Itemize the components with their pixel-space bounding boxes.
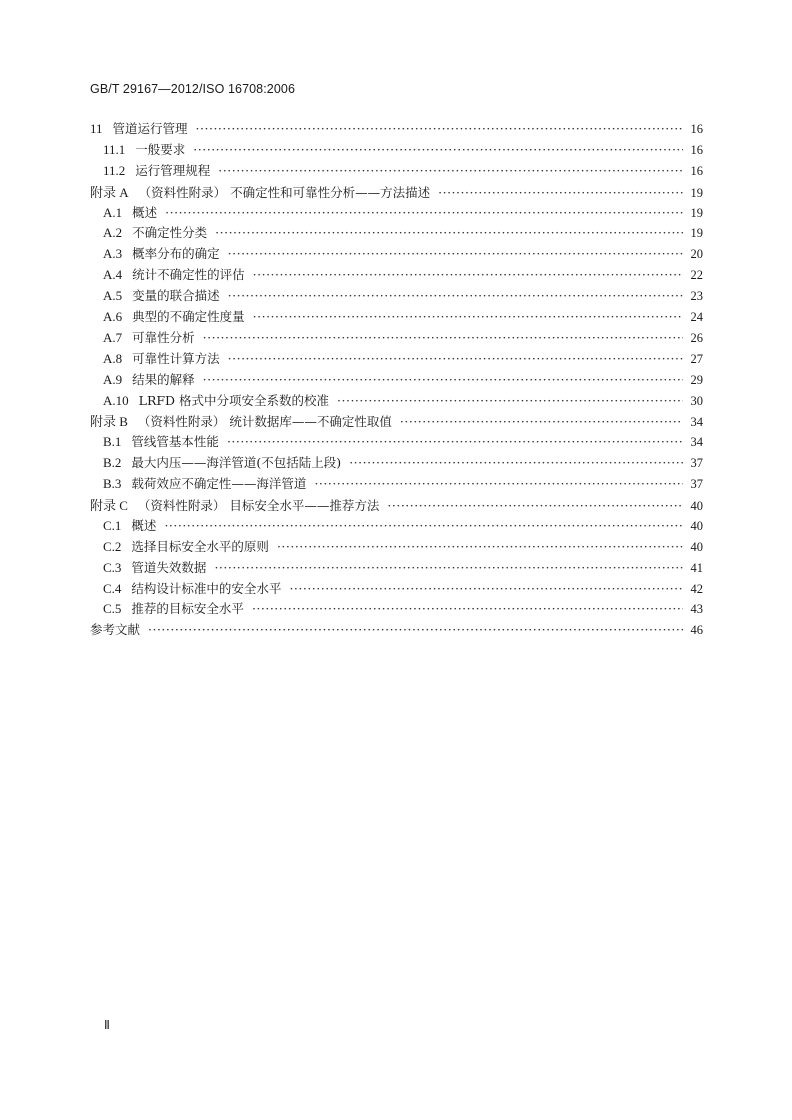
table-of-contents (90, 119, 703, 641)
toc-entry-page: 19 (690, 226, 703, 241)
toc-leader-dots (349, 455, 683, 470)
toc-entry-title: （资料性附录） 目标安全水平——推荐方法 (137, 498, 380, 514)
toc-entry[interactable] (90, 349, 703, 370)
toc-leader-dots (215, 225, 683, 240)
toc-entry-number: A.1 (103, 204, 123, 220)
toc-entry-number: B.1 (103, 434, 122, 450)
toc-leader-dots (148, 622, 683, 637)
toc-entry-number: 11.2 (103, 162, 126, 178)
toc-entry-page: 43 (690, 602, 703, 617)
toc-entry-number: C.5 (103, 601, 122, 617)
toc-entry[interactable] (90, 370, 703, 391)
toc-entry-number: C.2 (103, 538, 122, 554)
toc-entry-number: B.3 (103, 476, 122, 492)
toc-entry-number: A.2 (103, 225, 123, 241)
toc-entry-page: 16 (690, 163, 703, 178)
toc-entry-title: 运行管理规程 (135, 162, 211, 178)
toc-leader-dots (400, 414, 683, 429)
toc-entry-title: 可靠性分析 (132, 329, 195, 345)
toc-entry-number: 11.1 (103, 141, 126, 157)
toc-entry-page: 40 (690, 539, 703, 554)
toc-leader-dots (253, 267, 683, 282)
toc-leader-dots (289, 581, 683, 596)
toc-leader-dots (218, 163, 683, 178)
toc-entry-page: 16 (690, 122, 703, 136)
toc-leader-dots (253, 309, 683, 324)
toc-entry-title: 统计不确定性的评估 (132, 267, 245, 283)
toc-entry[interactable] (90, 558, 703, 579)
toc-entry-title: 概率分布的确定 (132, 246, 220, 262)
toc-entry[interactable] (90, 203, 703, 224)
toc-entry-title: 管道失效数据 (131, 559, 207, 575)
toc-entry-title: 概述 (131, 517, 157, 533)
toc-entry[interactable] (90, 391, 703, 412)
toc-entry-page: 26 (690, 330, 703, 345)
toc-entry-number: C.3 (103, 559, 122, 575)
toc-leader-dots (228, 351, 683, 366)
toc-entry-title: 变量的联合描述 (132, 288, 220, 304)
toc-entry-number: A.5 (103, 288, 123, 304)
toc-leader-dots (214, 560, 683, 575)
toc-entry-number: C.1 (103, 517, 122, 533)
toc-entry-title: 最大内压——海洋管道(不包括陆上段) (131, 455, 342, 471)
toc-entry[interactable] (90, 140, 703, 161)
toc-entry-page: 19 (690, 185, 703, 200)
toc-entry-page: 20 (690, 247, 703, 262)
toc-leader-dots (228, 246, 683, 261)
toc-entry-title: 不确定性分类 (132, 225, 208, 241)
toc-leader-dots (438, 185, 683, 200)
toc-entry-number: A.9 (103, 371, 123, 387)
toc-leader-dots (196, 121, 683, 136)
toc-entry-title: （资料性附录） 统计数据库——不确定性取值 (137, 414, 392, 430)
toc-entry-page: 37 (690, 477, 703, 492)
toc-entry-title: 推荐的目标安全水平 (131, 601, 244, 617)
toc-entry[interactable] (90, 495, 703, 516)
toc-entry-number: B.2 (103, 455, 122, 471)
toc-entry[interactable] (90, 432, 703, 453)
toc-entry[interactable] (90, 328, 703, 349)
toc-entry-page: 34 (690, 415, 703, 430)
standard-header: GB/T 29167—2012/ISO 16708:2006 (90, 82, 296, 96)
toc-entry-title: 管道运行管理 (112, 121, 188, 136)
toc-entry-number: 附录 C (90, 498, 128, 514)
toc-entry-title: LRFD 格式中分项安全系数的校准 (138, 392, 330, 408)
toc-leader-dots (337, 393, 683, 408)
toc-leader-dots (252, 601, 683, 616)
toc-entry[interactable] (90, 244, 703, 265)
toc-entry-page: 29 (690, 372, 703, 387)
toc-entry-page: 30 (690, 393, 703, 408)
toc-entry[interactable] (90, 620, 703, 641)
toc-entry-page: 42 (690, 581, 703, 596)
toc-entry-page: 27 (690, 351, 703, 366)
toc-entry[interactable] (90, 474, 703, 495)
toc-entry-title: 参考文献 (90, 622, 141, 638)
toc-leader-dots (228, 288, 683, 303)
toc-entry-page: 40 (690, 518, 703, 533)
toc-entry-page: 23 (690, 289, 703, 304)
toc-entry-title: 一般要求 (135, 141, 186, 157)
toc-entry[interactable] (90, 307, 703, 328)
toc-leader-dots (277, 539, 683, 554)
toc-entry-number: A.6 (103, 309, 123, 325)
toc-entry-title: 管线管基本性能 (131, 434, 219, 450)
toc-entry[interactable] (90, 411, 703, 432)
toc-entry-title: 典型的不确定性度量 (132, 309, 245, 325)
toc-entry[interactable] (90, 599, 703, 620)
toc-entry[interactable] (90, 516, 703, 537)
toc-entry[interactable] (90, 579, 703, 600)
toc-entry-title: 载荷效应不确定性——海洋管道 (131, 476, 307, 492)
toc-entry-number: A.3 (103, 246, 123, 262)
toc-entry-page: 37 (690, 456, 703, 471)
toc-entry-title: （资料性附录） 不确定性和可靠性分析——方法描述 (138, 184, 431, 200)
toc-entry-number: 附录 A (90, 184, 129, 200)
toc-leader-dots (227, 434, 683, 449)
toc-entry-page: 34 (690, 435, 703, 450)
toc-leader-dots (164, 518, 683, 533)
toc-leader-dots (203, 330, 683, 345)
toc-leader-dots (314, 476, 683, 491)
toc-entry[interactable] (90, 119, 703, 140)
toc-entry-title: 结构设计标准中的安全水平 (131, 580, 282, 596)
toc-entry[interactable] (90, 265, 703, 286)
toc-entry-number: A.10 (103, 392, 129, 408)
toc-entry-title: 概述 (132, 204, 158, 220)
toc-entry-number: A.4 (103, 267, 123, 283)
toc-entry-title: 结果的解释 (132, 371, 195, 387)
page-number: Ⅱ (104, 1018, 110, 1032)
toc-entry-number: C.4 (103, 580, 122, 596)
toc-entry-page: 40 (690, 499, 703, 514)
toc-entry[interactable] (90, 286, 703, 307)
toc-entry-page: 19 (690, 205, 703, 220)
toc-leader-dots (387, 498, 683, 513)
toc-entry[interactable] (90, 537, 703, 558)
toc-entry-page: 24 (690, 310, 703, 325)
toc-entry-page: 46 (690, 623, 703, 638)
toc-leader-dots (203, 372, 683, 387)
toc-entry-number: 附录 B (90, 414, 128, 430)
toc-entry-page: 22 (690, 268, 703, 283)
toc-leader-dots (193, 142, 683, 157)
toc-entry-title: 选择目标安全水平的原则 (131, 538, 269, 554)
toc-entry-page: 16 (690, 142, 703, 157)
toc-entry-number: A.8 (103, 350, 123, 366)
toc-entry[interactable] (90, 161, 703, 182)
toc-entry-number: A.7 (103, 329, 123, 345)
toc-entry[interactable] (90, 223, 703, 244)
toc-entry-page: 41 (690, 560, 703, 575)
toc-entry[interactable] (90, 182, 703, 203)
toc-entry[interactable] (90, 453, 703, 474)
toc-leader-dots (165, 205, 683, 220)
toc-entry-number: 11 (90, 121, 103, 136)
toc-entry-title: 可靠性计算方法 (132, 350, 220, 366)
